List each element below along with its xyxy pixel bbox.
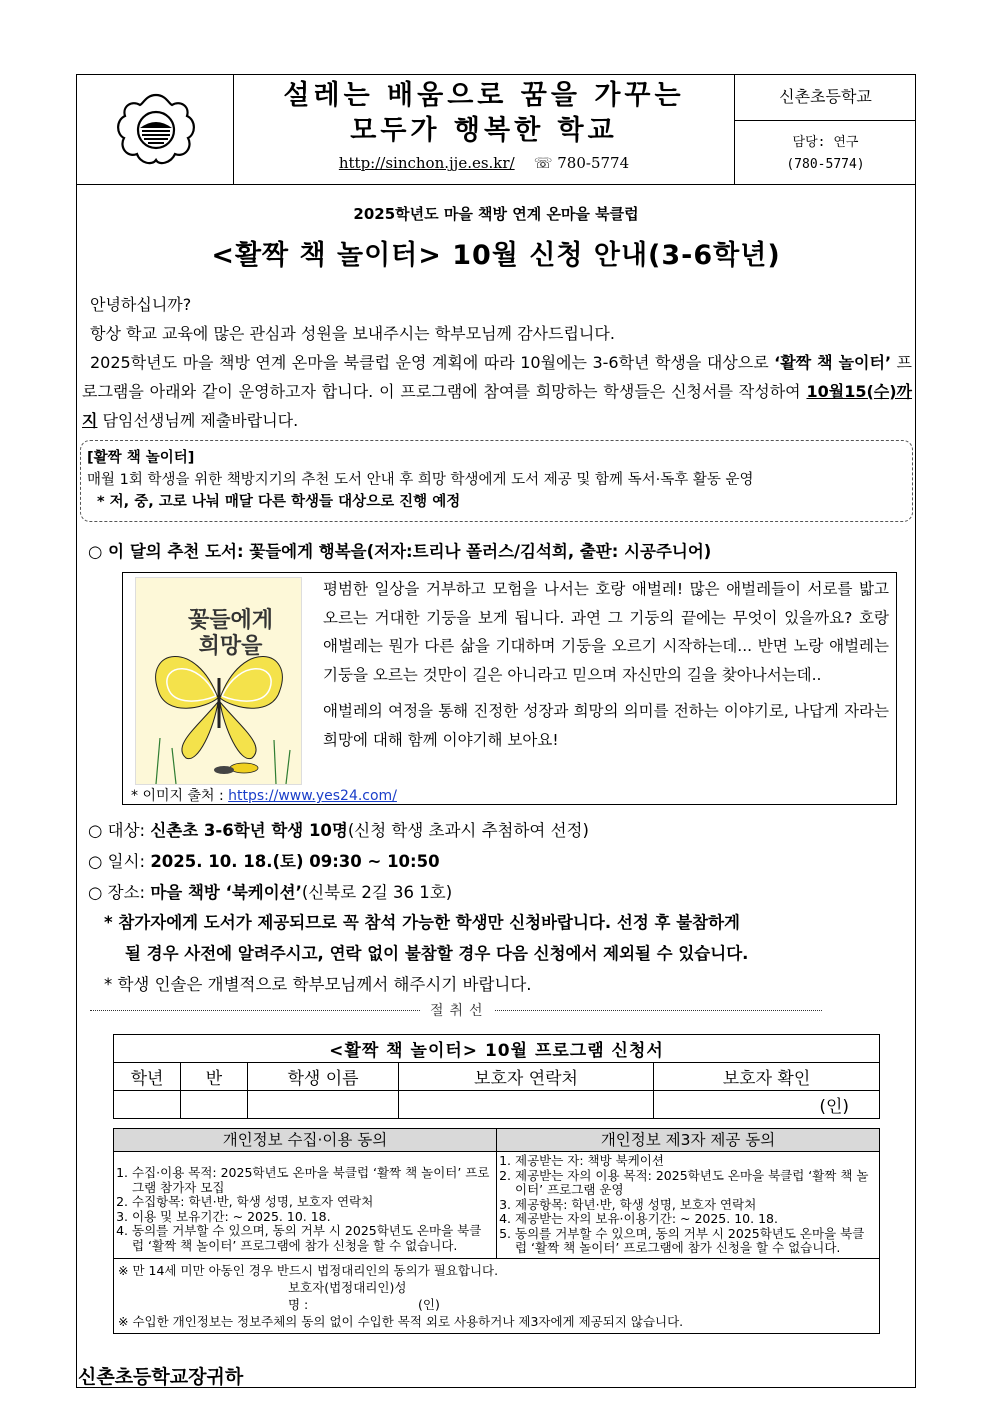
seal-mark: (인): [819, 1097, 849, 1117]
contact-line: [236, 154, 732, 172]
consent-right-item: 4. 제공받는 자의 보유·이용기간: ~ 2025. 10. 18.: [515, 1212, 875, 1227]
image-source-label: * 이미지 출처 :: [131, 788, 229, 804]
school-phone: 780-5774: [557, 154, 630, 172]
cut-line-right: [495, 1010, 822, 1011]
cut-line-label: 절취선: [430, 1003, 489, 1019]
consent-left-body: [114, 1152, 497, 1259]
document-title: <활짝 책 놀이터> 10월 신청 안내(3-6학년): [211, 240, 781, 271]
thanks-line: 항상 학교 교육에 많은 관심과 성원을 보내주시는 학부모님께 감사드립니다.: [90, 324, 615, 343]
target-value: 신촌초 3-6학년 학생 10명: [150, 821, 348, 840]
school-motto: [236, 78, 732, 172]
staff-phone: (780-5774): [786, 157, 865, 172]
letter-header: [76, 74, 916, 185]
staff-name: 담당: 연구: [792, 135, 859, 150]
recommended-book: ○ 이 달의 추천 도서: 꽃들에게 행복을(저자:트리나 폴러스/김석희, 출판: 시공주니어): [88, 542, 712, 561]
detail-place: [88, 877, 908, 908]
phone-icon: ☏: [533, 154, 553, 172]
cover-title-line-1: 꽃들에게: [188, 608, 274, 633]
consent-left-item: 2. 수집항목: 학년·반, 학생 성명, 보호자 연락처: [132, 1195, 492, 1210]
application-title: <활짝 책 놀이터> 10월 프로그램 신청서: [114, 1035, 880, 1063]
consent-left-item: 4. 동의를 거부할 수 있으며, 동의 거부 시 2025학년도 온마을 북클럽 ‘활짝 책 놀이터’ 프로그램에 참가 신청을 할 수 없습니다.: [132, 1224, 492, 1253]
motto-line-1: 설레는 배움으로 꿈을 가꾸는: [283, 80, 685, 111]
student-name-field[interactable]: [248, 1091, 399, 1119]
cut-line: [90, 1000, 822, 1020]
intro-part-1: 2025학년도 마을 책방 연계 온마을 북클럽 운영 계획에 따라 10월에는 3-6학년 학생을 대상으로: [90, 353, 775, 372]
note-1: [104, 907, 894, 969]
intro-part-2: 프로그램을 아래와 같이 운영하고자 합니다. 이 프로그램에 참여를 희망하는 학생들은 신청서를 작성하여: [82, 353, 912, 401]
staff-info: [735, 132, 916, 176]
consent-footnote-2: ※ 수입한 개인정보는 정보주체의 동의 없이 수입한 목적 외로 사용하거나 제3자에게 제공되지 않습니다.: [118, 1313, 684, 1329]
program-details: [88, 815, 908, 908]
guardian-contact-field[interactable]: [399, 1091, 654, 1119]
image-source: [131, 785, 397, 805]
header-guardian-confirm: 보호자 확인: [654, 1063, 880, 1091]
book-box: [122, 572, 897, 805]
target-note: (신청 학생 초과시 추첨하여 선정): [347, 821, 589, 840]
logo-cell: [76, 74, 234, 184]
guardian-signature[interactable]: [118, 1279, 875, 1313]
deadline: 10월15(수)까지: [82, 382, 912, 430]
school-name: 신촌초등학교: [735, 74, 916, 121]
intro-text: [82, 290, 912, 435]
consent-right-title: 개인정보 제3자 제공 동의: [497, 1129, 880, 1152]
consent-left-title: 개인정보 수집·이용 동의: [114, 1129, 497, 1152]
guardian-signature-label: 보호자(법정대리인)성명 :: [288, 1279, 407, 1312]
guardian-seal: (인): [418, 1296, 440, 1312]
note-1-line-1: * 참가자에게 도서가 제공되므로 꼭 참석 가능한 학생만 신청바랍니다. 선정 후 불참하게: [104, 913, 740, 932]
consent-right-item: 5. 동의를 거부할 수 있으며, 동의 거부 시 2025학년도 온마을 북클럽 ‘활짝 책 놀이터’ 프로그램에 참가 신청을 할 수 없습니다.: [515, 1227, 875, 1256]
school-info-cell: [734, 74, 916, 184]
consent-right-body: [497, 1152, 880, 1259]
book-desc-1: 평범한 일상을 거부하고 모험을 나서는 호랑 애벌레! 많은 애벌레들이 서로를 밟고 오르는 거대한 기둥을 보게 됩니다. 과연 그 기둥의 끝에는 무엇이 있을까요? 호랑 애벌레는 뭔가 다른 삶을 기대하며 기둥을 오르기 시작하는데... 반면 노랑 애벌레는 기둥을 오르는 것만이 길은 아니라고 믿으며 자신만의 길을 찾아나서는데..: [323, 580, 889, 684]
date-label: ○ 일시:: [88, 852, 151, 871]
guardian-confirm-field[interactable]: [654, 1091, 880, 1119]
cover-title-line-2: 희망을: [198, 634, 263, 659]
note-2: * 학생 인솔은 개별적으로 학부모님께서 해주시기 바랍니다.: [104, 975, 532, 994]
cover-title: [188, 608, 273, 660]
detail-date: [88, 846, 908, 877]
consent-left-item: 3. 이용 및 보유기간: ~ 2025. 10. 18.: [132, 1210, 492, 1225]
note-1-line-2: 될 경우 사전에 알려주시고, 연락 없이 불참할 경우 다음 신청에서 제외될 수 있습니다.: [125, 944, 749, 963]
school-url-link[interactable]: http://sinchon.jje.es.kr/: [338, 154, 515, 172]
place-value: 마을 책방 ‘북케이션’: [150, 883, 302, 902]
intro-part-3: 담임선생님께 제출바랍니다.: [97, 411, 299, 430]
school-emblem-icon: [114, 92, 198, 168]
class-field[interactable]: [181, 1091, 248, 1119]
detail-target: [88, 815, 908, 846]
program-info-box: [80, 440, 913, 522]
consent-right-item: 1. 제공받는 자: 책방 북케이션: [515, 1154, 875, 1169]
book-description: [323, 575, 889, 754]
info-description: 매월 1회 학생을 위한 책방지기의 추천 도서 안내 후 희망 학생에게 도서 제공 및 함께 독서·독후 활동 운영: [87, 472, 754, 488]
target-label: ○ 대상:: [88, 821, 151, 840]
header-grade: 학년: [114, 1063, 181, 1091]
book-cover-image: [135, 577, 302, 785]
header-guardian-contact: 보호자 연락처: [399, 1063, 654, 1091]
consent-form: [113, 1128, 880, 1334]
date-value: 2025. 10. 18.(토) 09:30 ~ 10:50: [150, 852, 440, 871]
place-label: ○ 장소:: [88, 883, 151, 902]
header-class: 반: [181, 1063, 248, 1091]
notes: [104, 907, 894, 1000]
header-student-name: 학생 이름: [248, 1063, 399, 1091]
info-note: * 저, 중, 고로 나눠 매달 다른 학생들 대상으로 진행 예정: [97, 494, 461, 510]
consent-footnote-1: ※ 만 14세 미만 아동인 경우 반드시 법정대리인의 동의가 필요합니다.: [118, 1262, 499, 1278]
greeting: 안녕하십니까?: [90, 295, 192, 314]
motto-line-2: 모두가 행복한 학교: [350, 115, 618, 146]
principal-address: 신촌초등학교장귀하: [78, 1366, 244, 1388]
document-subtitle: 2025학년도 마을 책방 연계 온마을 북클럽: [353, 205, 639, 223]
place-note: (신북로 2길 36 1호): [301, 883, 453, 902]
grade-field[interactable]: [114, 1091, 181, 1119]
image-source-link[interactable]: https://www.yes24.com/: [228, 788, 397, 804]
cut-line-left: [90, 1010, 420, 1011]
info-heading: [활짝 책 놀이터]: [87, 450, 195, 466]
consent-footer: [114, 1258, 880, 1333]
intro-paragraph: [82, 348, 912, 435]
consent-left-item: 1. 수집·이용 목적: 2025학년도 온마을 북클럽 ‘활짝 책 놀이터’ 프로그램 참가자 모집: [132, 1166, 492, 1195]
program-name: ‘활짝 책 놀이터’: [774, 353, 892, 372]
consent-right-item: 2. 제공받는 자의 이용 목적: 2025학년도 온마을 북클럽 ‘활짝 책 놀이터’ 프로그램 운영: [515, 1169, 875, 1198]
book-desc-2: 애벌레의 여정을 통해 진정한 성장과 희망의 의미를 전하는 이야기로, 나답게 자라는 희망에 대해 함께 이야기해 보아요!: [323, 702, 889, 749]
application-form: [113, 1034, 880, 1119]
consent-right-item: 3. 제공항목: 학년·반, 학생 성명, 보호자 연락처: [515, 1198, 875, 1213]
